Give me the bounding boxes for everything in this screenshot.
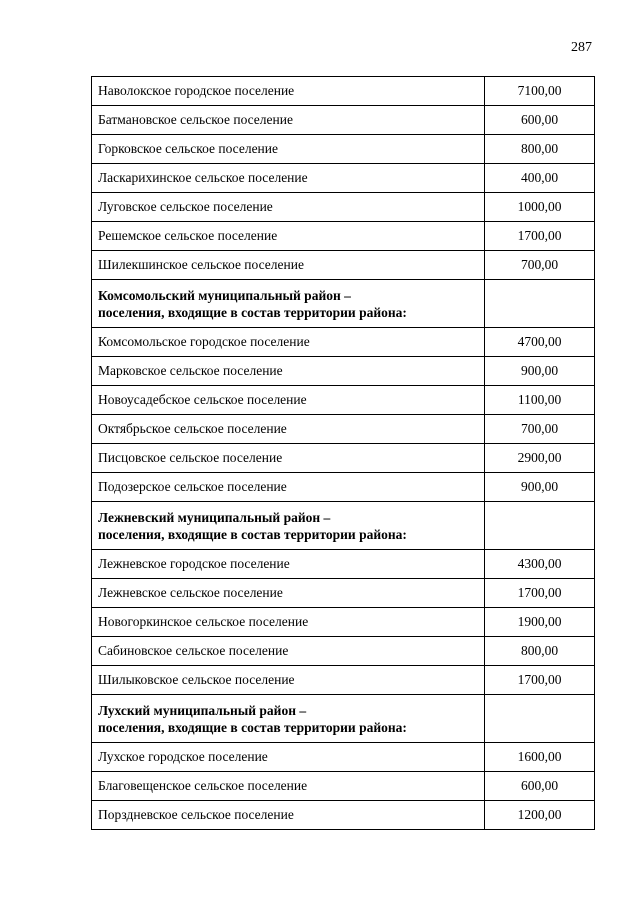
- settlement-row: [92, 415, 595, 444]
- district-title: Лежневский муниципальный район –: [98, 509, 331, 525]
- settlement-row: [92, 357, 595, 386]
- table-body: [92, 77, 595, 830]
- district-header-row: [92, 502, 595, 550]
- settlement-value: 800,00: [485, 135, 595, 164]
- district-subtitle: поселения, входящие в состав территории района:: [98, 304, 407, 320]
- settlement-value: 1000,00: [485, 193, 595, 222]
- district-header-cell: [92, 502, 485, 550]
- settlement-value: 4300,00: [485, 550, 595, 579]
- settlement-name: Сабиновское сельское поселение: [92, 637, 485, 666]
- district-header-cell: [92, 280, 485, 328]
- district-header-row: [92, 280, 595, 328]
- settlement-row: [92, 106, 595, 135]
- settlement-value: 1700,00: [485, 579, 595, 608]
- settlement-row: [92, 608, 595, 637]
- settlement-name: Комсомольское городское поселение: [92, 328, 485, 357]
- district-subtitle: поселения, входящие в состав территории района:: [98, 526, 407, 542]
- settlement-value: 900,00: [485, 473, 595, 502]
- empty-value-cell: [485, 502, 595, 550]
- settlement-row: [92, 772, 595, 801]
- settlement-row: [92, 637, 595, 666]
- settlement-value: 1600,00: [485, 743, 595, 772]
- settlement-name: Батмановское сельское поселение: [92, 106, 485, 135]
- settlement-name: Ласкарихинское сельское поселение: [92, 164, 485, 193]
- settlement-value: 600,00: [485, 772, 595, 801]
- settlements-table: [91, 76, 595, 830]
- settlement-row: [92, 77, 595, 106]
- district-header-row: [92, 695, 595, 743]
- settlement-row: [92, 579, 595, 608]
- settlement-name: Лежневское городское поселение: [92, 550, 485, 579]
- settlement-value: 1200,00: [485, 801, 595, 830]
- settlement-name: Марковское сельское поселение: [92, 357, 485, 386]
- settlement-row: [92, 222, 595, 251]
- settlement-value: 1700,00: [485, 666, 595, 695]
- district-header-cell: [92, 695, 485, 743]
- settlement-row: [92, 251, 595, 280]
- settlement-name: Решемское сельское поселение: [92, 222, 485, 251]
- settlement-value: 400,00: [485, 164, 595, 193]
- settlement-value: 800,00: [485, 637, 595, 666]
- district-title: Лухский муниципальный район –: [98, 702, 307, 718]
- settlement-name: Порздневское сельское поселение: [92, 801, 485, 830]
- settlement-row: [92, 386, 595, 415]
- settlement-name: Лухское городское поселение: [92, 743, 485, 772]
- settlement-row: [92, 164, 595, 193]
- settlement-row: [92, 801, 595, 830]
- settlement-value: 900,00: [485, 357, 595, 386]
- page-number: 287: [571, 40, 592, 55]
- settlement-name: Октябрьское сельское поселение: [92, 415, 485, 444]
- district-title: Комсомольский муниципальный район –: [98, 287, 351, 303]
- settlement-value: 700,00: [485, 415, 595, 444]
- settlement-row: [92, 328, 595, 357]
- settlement-name: Шилыковское сельское поселение: [92, 666, 485, 695]
- settlement-row: [92, 444, 595, 473]
- settlement-row: [92, 666, 595, 695]
- settlement-name: Горковское сельское поселение: [92, 135, 485, 164]
- district-subtitle: поселения, входящие в состав территории района:: [98, 719, 407, 735]
- settlement-name: Луговское сельское поселение: [92, 193, 485, 222]
- settlement-value: 1900,00: [485, 608, 595, 637]
- settlement-value: 600,00: [485, 106, 595, 135]
- settlement-row: [92, 743, 595, 772]
- settlement-value: 7100,00: [485, 77, 595, 106]
- settlement-name: Новогоркинское сельское поселение: [92, 608, 485, 637]
- settlement-row: [92, 473, 595, 502]
- settlement-row: [92, 550, 595, 579]
- settlement-row: [92, 193, 595, 222]
- settlement-name: Наволокское городское поселение: [92, 77, 485, 106]
- settlement-name: Новоусадебское сельское поселение: [92, 386, 485, 415]
- settlement-name: Писцовское сельское поселение: [92, 444, 485, 473]
- settlement-value: 2900,00: [485, 444, 595, 473]
- settlement-value: 1100,00: [485, 386, 595, 415]
- empty-value-cell: [485, 280, 595, 328]
- settlement-value: 1700,00: [485, 222, 595, 251]
- settlement-value: 700,00: [485, 251, 595, 280]
- settlement-name: Шилекшинское сельское поселение: [92, 251, 485, 280]
- empty-value-cell: [485, 695, 595, 743]
- settlement-row: [92, 135, 595, 164]
- settlement-name: Благовещенское сельское поселение: [92, 772, 485, 801]
- settlement-name: Лежневское сельское поселение: [92, 579, 485, 608]
- settlement-value: 4700,00: [485, 328, 595, 357]
- settlement-name: Подозерское сельское поселение: [92, 473, 485, 502]
